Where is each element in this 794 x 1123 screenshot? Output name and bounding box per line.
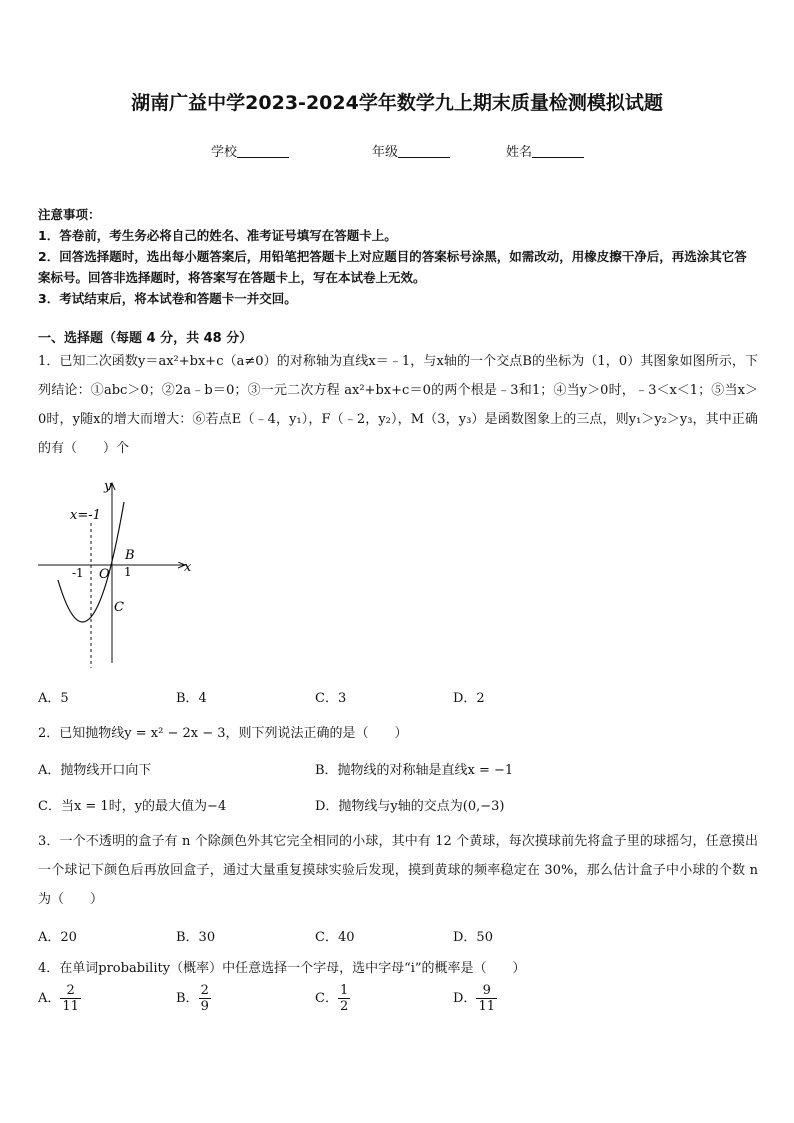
q4-option-b: B． $\frac{2}{9}$ bbox=[176, 983, 209, 1014]
name-field: 姓名 bbox=[506, 141, 584, 160]
question-2-text: 2．已知抛物线y = x² − 2x − 3，则下列说法正确的是（ ） bbox=[38, 726, 408, 741]
notice-block bbox=[38, 204, 758, 309]
q3-option-d: D．50 bbox=[453, 930, 493, 945]
q1-option-c: C．3 bbox=[315, 691, 347, 706]
tick-1: 1 bbox=[124, 565, 132, 579]
notice-heading: 注意事项： bbox=[38, 207, 101, 222]
point-c-label: C bbox=[114, 600, 124, 615]
page-title: 湖南广益中学2023-2024学年数学九上期末质量检测模拟试题 bbox=[131, 92, 663, 114]
notice-item: 1．答卷前，考生务必将自己的姓名、准考证号填写在答题卡上。 bbox=[38, 228, 397, 243]
q2-option-d: D．抛物线与y轴的交点为(0,−3) bbox=[315, 799, 505, 814]
q2-option-a: A．抛物线开口向下 bbox=[38, 763, 152, 778]
notice-item: 2．回答选择题时，选出每小题答案后，用铅笔把答题卡上对应题目的答案标号涂黑，如需改动，用橡皮擦干净后，再选涂其它答案标号。回答非选择题时，将答案写在答题卡上，写在本试卷上无效。 bbox=[38, 249, 747, 285]
tick-neg1: -1 bbox=[72, 566, 84, 580]
q1-option-d: D．2 bbox=[453, 691, 485, 706]
q2-option-b: B．抛物线的对称轴是直线x = −1 bbox=[315, 763, 514, 778]
q4-option-d: D． $\frac{9}{11}$ bbox=[453, 983, 495, 1014]
q1-option-b: B．4 bbox=[176, 691, 207, 706]
section-heading: 一、选择题（每题 4 分，共 48 分） bbox=[38, 331, 253, 346]
x-axis-label: x bbox=[184, 560, 192, 575]
symmetry-label: x=-1 bbox=[70, 508, 101, 523]
grade-field: 年级 bbox=[372, 141, 450, 160]
q3-option-c: C．40 bbox=[315, 930, 355, 945]
q3-option-b: B．30 bbox=[176, 930, 216, 945]
notice-item: 3．考试结束后，将本试卷和答题卡一并交回。 bbox=[38, 291, 297, 306]
q1-option-a: A．5 bbox=[38, 691, 69, 706]
school-field: 学校 bbox=[211, 141, 289, 160]
point-b-label: B bbox=[125, 548, 135, 563]
question-3-text: 3．一个不透明的盒子有 n 个除颜色外其它完全相同的小球，其中有 12 个黄球，每次摸球前先将盒子里的球摇匀，任意摸出一个球记下颜色后再放回盒子，通过大量重复摸球实验后发现，摸到黄球的频率稳定在 30%，那么估计盒子中小球的个数 n 为（ ） bbox=[38, 834, 758, 907]
q3-option-a: A．20 bbox=[38, 930, 77, 945]
q4-option-c: C． $\frac{1}{2}$ bbox=[315, 983, 349, 1014]
q2-option-c: C．当x = 1时，y的最大值为−4 bbox=[38, 799, 227, 814]
origin-label: O bbox=[99, 567, 110, 582]
y-axis-label: y bbox=[104, 479, 112, 494]
question-1-text: 1．已知二次函数y＝ax²+bx+c（a≠0）的对称轴为直线x＝﹣1，与x轴的一个交点B的坐标为（1，0）其图象如图所示，下列结论：①abc＞0；②2a﹣b＝0；③一元二次方程 ax²+bx+c＝0的两个根是﹣3和1；④当y＞0时，﹣3＜x＜1；⑤当x＞0时，y随x的增大而增大：⑥若点E（﹣4，y₁），F（﹣2，y₂），M（3，y₃）是函数图象上的三点，则y₁＞y₂＞y₃，其中正确的有（ ）个 bbox=[38, 354, 758, 456]
q4-option-a: A． $\frac{2}{11}$ bbox=[38, 983, 79, 1014]
parabola-figure bbox=[34, 478, 204, 673]
question-4-text: 4．在单词probability（概率）中任意选择一个字母，选中字母“i”的概率是（ ） bbox=[38, 961, 526, 976]
